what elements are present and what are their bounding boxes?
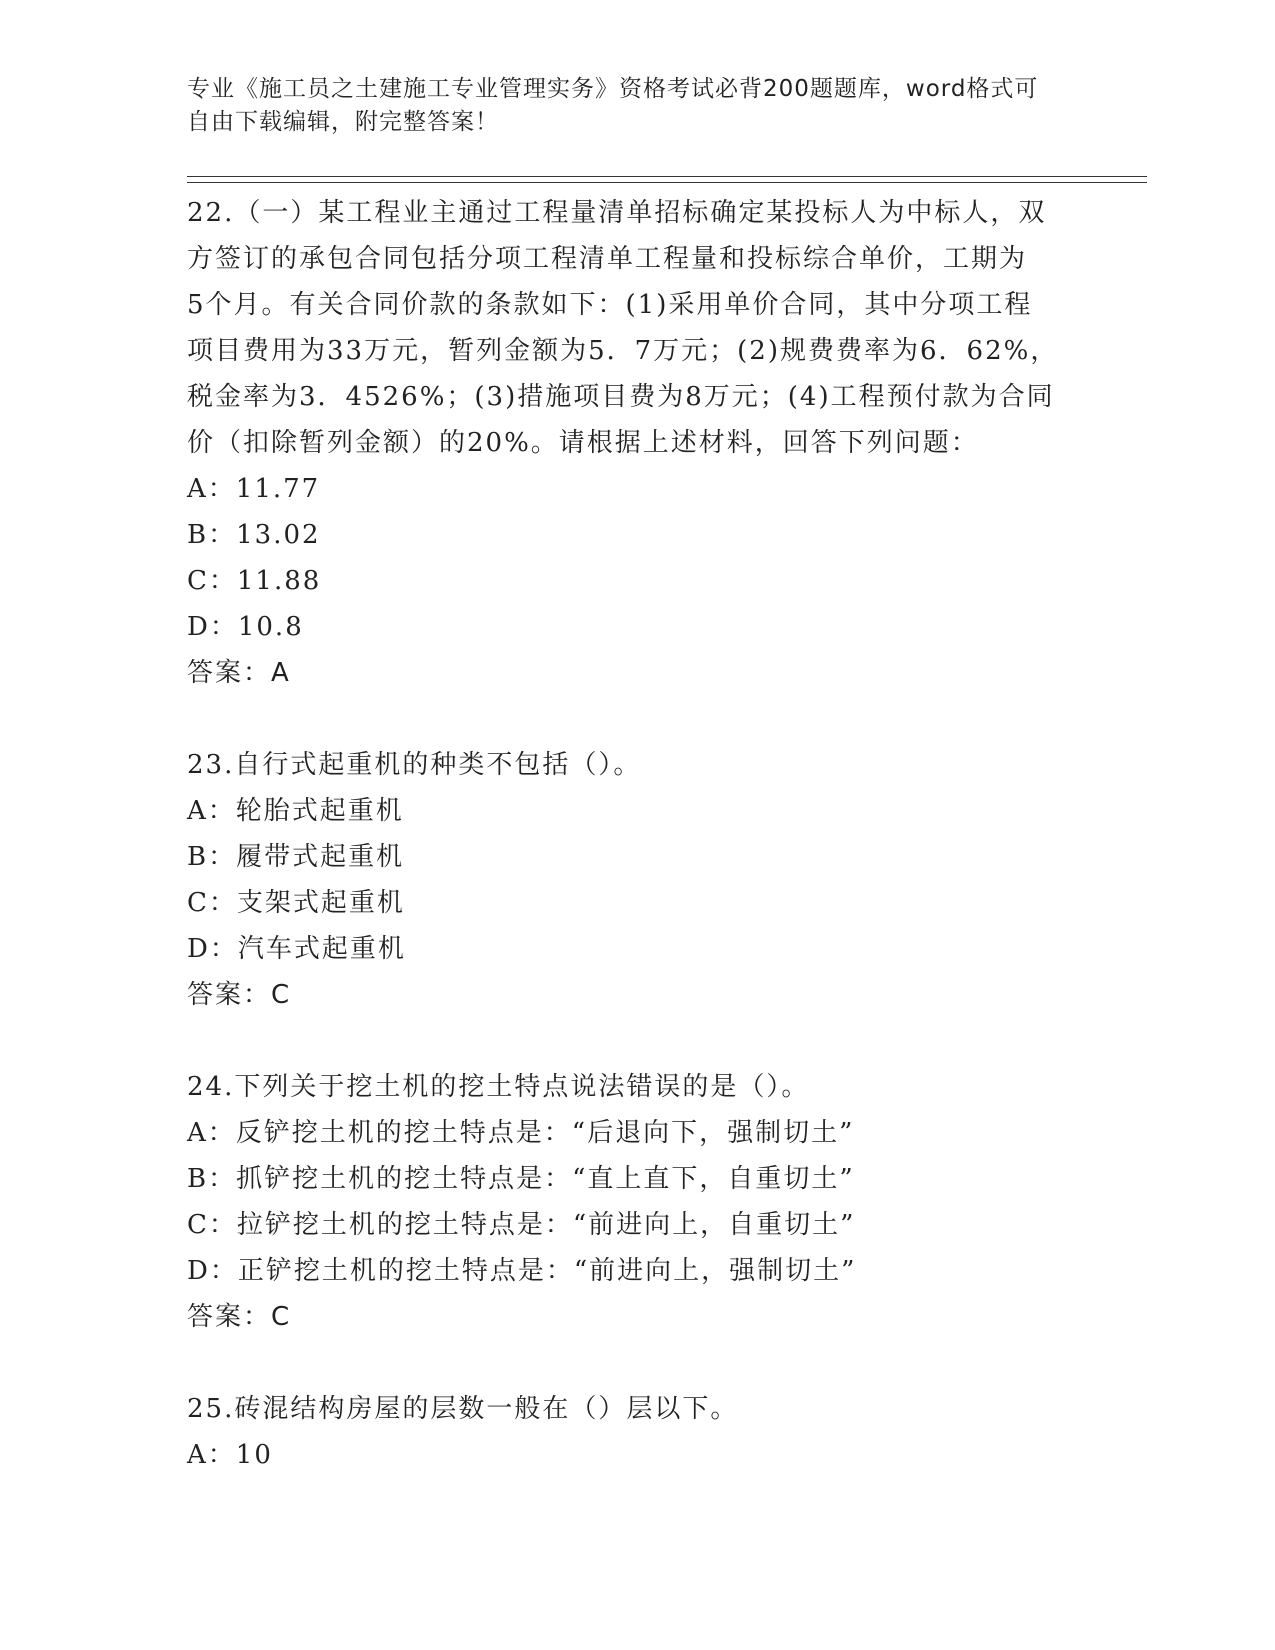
question-25: [187, 1386, 1087, 1478]
question-list: [187, 190, 1087, 1524]
stem-line: 5个月。有关合同价款的条款如下：(1)采用单价合同，其中分项工程: [187, 290, 1033, 320]
stem-line: 22.（一）某工程业主通过工程量清单招标确定某投标人为中标人，双: [187, 198, 1047, 228]
question-22: [187, 190, 1087, 696]
stem-line: 方签订的承包合同包括分项工程清单工程量和投标综合单价，工期为: [187, 244, 1028, 274]
answer-line: 答案：C: [187, 1302, 292, 1332]
option-d: D：正铲挖土机的挖土特点是：“前进向上，强制切土”: [187, 1256, 857, 1286]
document-header: [187, 73, 1087, 139]
option-c: C：支架式起重机: [187, 888, 405, 918]
header-line-1: 专业《施工员之土建施工专业管理实务》资格考试必背200题题库，word格式可: [187, 76, 1039, 102]
question-stem: 25.砖混结构房屋的层数一般在（）层以下。: [187, 1394, 739, 1424]
answer-line: 答案：C: [187, 980, 292, 1010]
question-stem: 23.自行式起重机的种类不包括（）。: [187, 750, 642, 780]
option-a: A：轮胎式起重机: [187, 796, 404, 826]
option-b: B：履带式起重机: [187, 842, 405, 872]
header-divider: [187, 176, 1147, 183]
option-c: C：拉铲挖土机的挖土特点是：“前进向上，自重切土”: [187, 1210, 856, 1240]
stem-line: 价（扣除暂列金额）的20%。请根据上述材料，回答下列问题：: [187, 428, 979, 458]
option-d: D：汽车式起重机: [187, 934, 406, 964]
option-a: A：10: [187, 1440, 273, 1470]
question-24: [187, 1064, 1087, 1340]
header-line-2: 自由下载编辑，附完整答案！: [187, 109, 499, 135]
question-stem: 24.下列关于挖土机的挖土特点说法错误的是（）。: [187, 1072, 810, 1102]
option-b: B：13.02: [187, 520, 321, 550]
option-b: B：抓铲挖土机的挖土特点是：“直上直下，自重切土”: [187, 1164, 855, 1194]
stem-line: 项目费用为33万元，暂列金额为5．7万元；(2)规费费率为6．62%，: [187, 336, 1059, 366]
option-d: D：10.8: [187, 612, 304, 642]
option-a: A：11.77: [187, 474, 321, 504]
option-a: A：反铲挖土机的挖土特点是：“后退向下，强制切土”: [187, 1118, 855, 1148]
stem-line: 税金率为3．4526%；(3)措施项目费为8万元；(4)工程预付款为合同: [187, 382, 1055, 412]
question-23: [187, 742, 1087, 1018]
question-stem: [187, 190, 1087, 466]
option-c: C：11.88: [187, 566, 322, 596]
answer-line: 答案：A: [187, 658, 291, 688]
